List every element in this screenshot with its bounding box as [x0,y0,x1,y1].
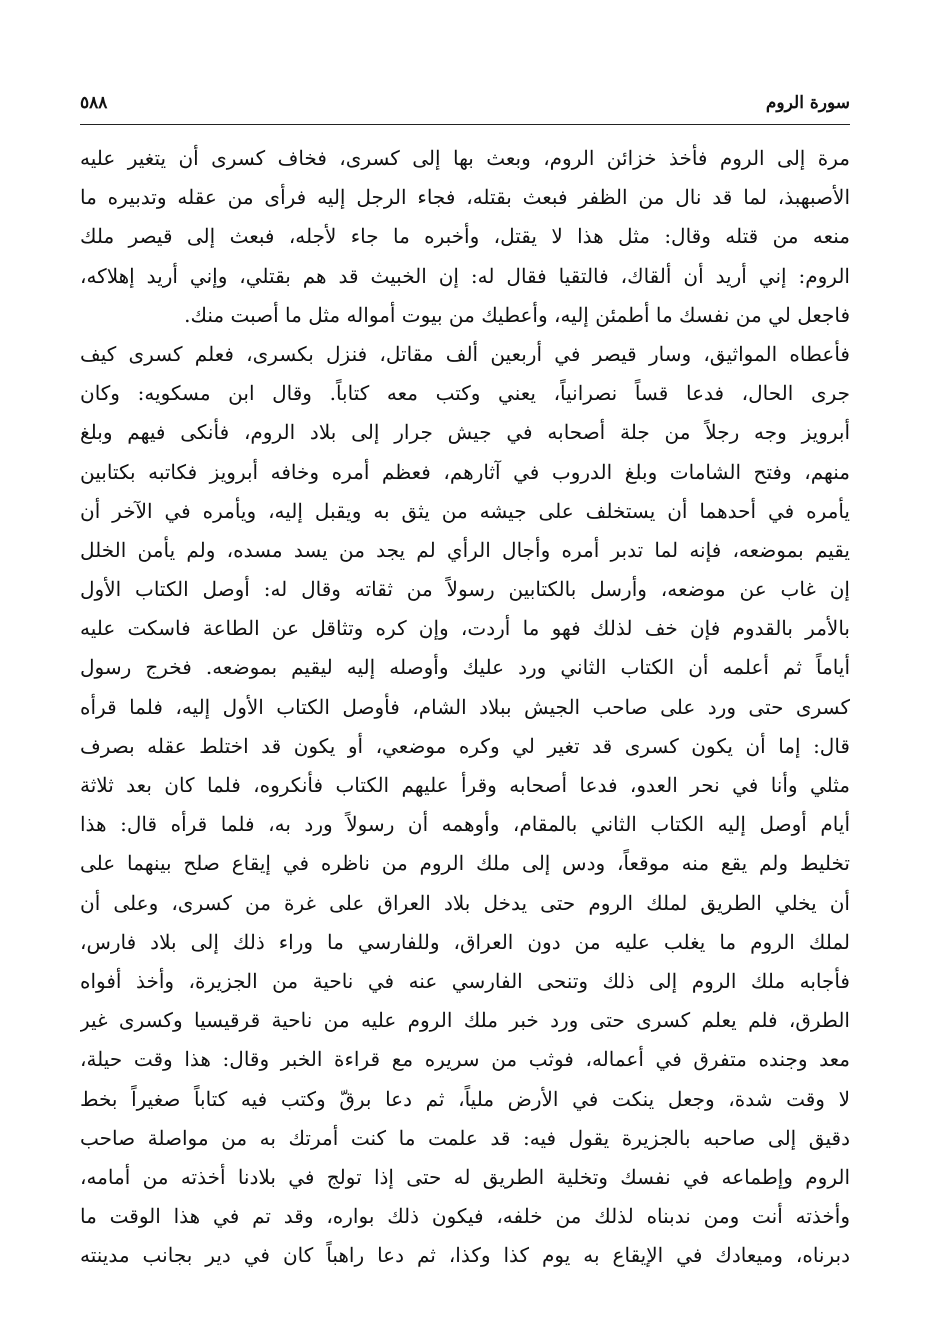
text-line: تخليط ولم يقع منه موقعاً، ودس إلى ملك الروم من ناظره في إيقاع صلح بينهما على [80,851,850,876]
text-line: منعه من قتله وقال: مثل هذا لا يقتل، وأخبره ما جاء لأجله، فبعث إلى قيصر ملك [80,224,850,249]
text-line: فأعطاه المواثيق، وسار قيصر في أربعين ألف مقاتل، فنزل بكسرى، فعلم كسرى كيف [80,341,850,366]
text-line: جرى الحال، فدعا قساً نصرانياً، يعني وكتب معه كتاباً. وقال ابن مسكويه: وكان [80,381,850,406]
text-line: يقيم بموضعه، فإنه لما تدبر أمره وأجال الرأي لم يجد من يسد مسده، ولم يأمن الخلل [80,537,850,562]
text-line: بالأمر بالقدوم فإن خف لذلك فهو ما أردت، وإن كره وتثاقل عن الطاعة فاسكت عليه [80,616,850,641]
text-line: وأخذته أنت ومن ندبناه لذلك من خلفه، فيكون ذلك بواره، وقد تم في هذا الوقت ما [80,1204,850,1229]
text-line: الروم وإطماعه في نفسك وتخلية الطريق له حتى إذا تولج في بلادنا أخذته من أمامه، [80,1164,850,1189]
body-text [80,139,850,1275]
text-line: لا وقت شدة، وجعل ينكت في الأرض ملياً، ثم دعا برقّ وكتب فيه كتاباً صغيراً بخط [80,1086,850,1111]
text-line: مرة إلى الروم فأخذ خزائن الروم، وبعث بها إلى كسرى، فخاف كسرى أن يتغير عليه [80,146,850,170]
page-header [80,86,850,120]
text-line: فاجعل لي من نفسك ما أطمئن إليه، وأعطيك من بيوت أمواله مثل ما أصبت منك. [184,302,850,327]
text-line: أياماً ثم أعلمه أن الكتاب الثاني ورد عليك وأوصله إليه ليقيم بموضعه. فخرج رسول [80,655,850,680]
text-line: دبرناه، وميعادك في الإيقاع به يوم كذا وكذا، ثم دعا راهباً كان في دير بجانب مدينته [80,1243,850,1268]
text-line: قال: إما أن يكون كسرى قد تغير لي وكره موضعي، أو يكون قد اختلط عقله بصرف [80,733,850,758]
text-line: أبرويز وجه رجلاً من جلة أصحابه في جيش جرار إلى بلاد الروم، فأنكى فيهم وبلغ [80,420,850,445]
page-number: ٥٨٨ [80,93,108,113]
text-line: منهم، وفتح الشامات وبلغ الدروب في آثارهم، فعظم أمره وخافه أبرويز فكاتبه بكتابين [80,459,850,484]
text-line: مثلي وأنا في نحر العدو، فدعا أصحابه وقرأ عليهم الكتاب فأنكروه، فلما كان بعد ثلاثة [80,773,850,797]
text-line: يأمره في أحدهما أن يستخلف على جيشه من يثق به ويقبل إليه، ويأمره في الآخر أن [80,498,850,523]
text-line: الأصبهبذ، لما قد نال من الظفر فبعث بقتله، فجاء الرجل إليه فرأى من عقله وتدبيره ما [80,185,850,210]
text-line: دقيق إلى صاحبه بالجزيرة يقول فيه: قد علمت ما كنت أمرتك به من مواصلة صاحب [80,1125,850,1150]
chapter-title: سورة الروم [765,93,850,113]
text-line: إن غاب عن موضعه، وأرسل بالكتابين رسولاً من ثقاته وقال له: أوصل الكتاب الأول [80,577,850,602]
text-line: فأجابه ملك الروم إلى ذلك وتنحى الفارسي عنه في ناحية من الجزيرة، وأخذ أفواه [80,968,850,993]
text-line: أن يخلي الطريق لملك الروم حتى يدخل بلاد العراق على غرة من كسرى، وعلى أن [80,890,850,915]
text-line: كسرى حتى ورد على صاحب الجيش ببلاد الشام، فأوصل الكتاب الأول إليه، فلما قرأه [80,694,850,719]
header-divider [80,124,850,125]
text-line: الروم: إني أريد أن ألقاك، فالتقيا فقال له: إن الخبيث قد هم بقتلي، وإني أريد إهلاكه، [80,263,850,288]
text-line: معد وجنده متفرق في أعماله، فوثب من سريره مع قراءة الخبر وقال: هذا وقت حيلة، [80,1047,850,1072]
text-line: لملك الروم ما يغلب عليه من دون العراق، وللفارسي ما وراء ذلك إلى بلاد فارس، [80,929,850,954]
text-line: الطرق، فلم يعلم كسرى حتى ورد خبر ملك الروم عليه من ناحية قرقيسيا وكسرى غير [80,1008,850,1033]
text-line: أيام أوصل إليه الكتاب الثاني بالمقام، وأوهمه أن رسولاً ورد به، فلما قرأه قال: هذا [80,812,850,837]
